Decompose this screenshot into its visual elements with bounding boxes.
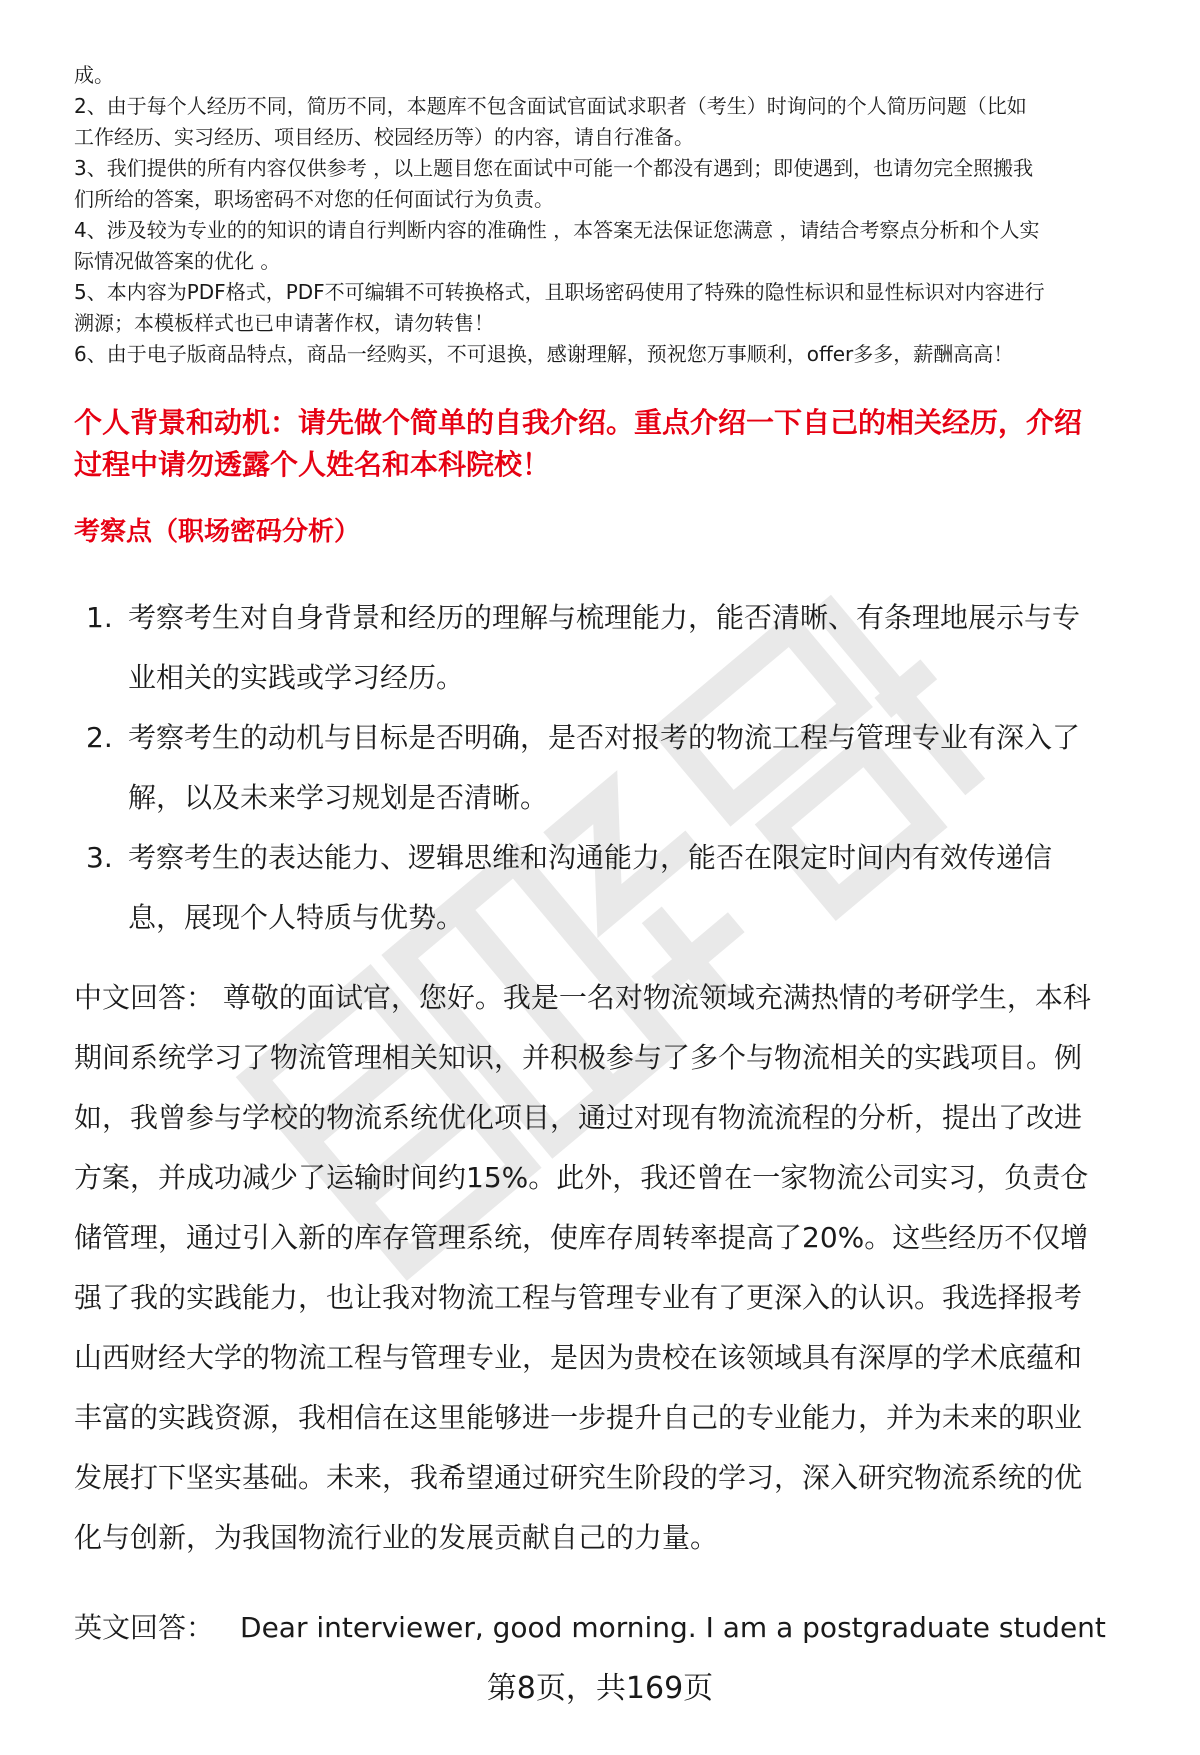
- list-item-line: 息，展现个人特质与优势。: [128, 901, 465, 934]
- english-answer-text: Dear interviewer, good morning. I am a postgraduate student: [240, 1611, 1106, 1644]
- list-item-line: 解，以及未来学习规划是否清晰。: [128, 781, 549, 814]
- page-number: 第8页，共169页: [486, 1671, 714, 1706]
- list-item-number: 1.: [86, 601, 113, 634]
- list-item-line: 考察考生的动机与目标是否明确，是否对报考的物流工程与管理专业有深入了: [128, 721, 1081, 754]
- list-item-line: 考察考生的表达能力、逻辑思维和沟通能力，能否在限定时间内有效传递信: [128, 841, 1053, 874]
- answer-line: 强了我的实践能力，也让我对物流工程与管理专业有了更深入的认识。我选择报考: [74, 1281, 1083, 1314]
- list-item: [74, 588, 1164, 708]
- answer-line: 山西财经大学的物流工程与管理专业，是因为贵校在该领域具有深厚的学术底蕴和: [74, 1341, 1083, 1374]
- list-item: [74, 708, 1164, 828]
- notes-line: 3、我们提供的所有内容仅供参考 ，以上题目您在面试中可能一个都没有遇到；即使遇到，也请勿完全照搬我: [74, 156, 1034, 180]
- english-answer-label: 英文回答：: [74, 1611, 215, 1644]
- notes-block: [74, 60, 1154, 370]
- answer-line: 发展打下坚实基础。未来，我希望通过研究生阶段的学习，深入研究物流系统的优: [74, 1461, 1083, 1494]
- answer-line: 储管理，通过引入新的库存管理系统，使库存周转率提高了20%。这些经历不仅增: [74, 1221, 1089, 1254]
- answer-line: 方案，并成功减少了运输时间约15%。此外，我还曾在一家物流公司实习，负责仓: [74, 1161, 1089, 1194]
- notes-line: 6、由于电子版商品特点，商品一经购买，不可退换，感谢理解，预祝您万事顺利，offer多多，薪酬高高！: [74, 342, 1014, 366]
- answer-line: 中文回答： 尊敬的面试官，您好。我是一名对物流领域充满热情的考研学生，本科: [74, 981, 1091, 1014]
- notes-line: 际情况做答案的优化 。: [74, 249, 281, 273]
- question-heading: [74, 402, 1154, 486]
- english-answer: [74, 1598, 1164, 1658]
- list-item: [74, 828, 1164, 948]
- notes-line: 2、由于每个人经历不同，简历不同，本题库不包含面试官面试求职者（考生）时询问的个人简历问题（比如: [74, 94, 1027, 118]
- section-title: 考察点（职场密码分析）: [74, 517, 361, 547]
- notes-line: 们所给的答案，职场密码不对您的任何面试行为负责。: [74, 187, 554, 211]
- answer-line: 期间系统学习了物流管理相关知识，并积极参与了多个与物流相关的实践项目。例: [74, 1041, 1083, 1074]
- answer-line: 丰富的实践资源，我相信在这里能够进一步提升自己的专业能力，并为未来的职业: [74, 1401, 1083, 1434]
- chinese-answer: [74, 968, 1164, 1568]
- question-line: 个人背景和动机：请先做个简单的自我介绍。重点介绍一下自己的相关经历，介绍: [74, 406, 1083, 439]
- notes-line: 4、涉及较为专业的的知识的请自行判断内容的准确性 ，本答案无法保证您满意 ，请结合考察点分析和个人实: [74, 218, 1040, 242]
- notes-line: 溯源；本模板样式也已申请著作权，请勿转售！: [74, 311, 494, 335]
- notes-line: 工作经历、实习经历、项目经历、校园经历等）的内容，请自行准备。: [74, 125, 694, 149]
- answer-line: 如，我曾参与学校的物流系统优化项目，通过对现有物流流程的分析，提出了改进: [74, 1101, 1083, 1134]
- notes-line: 成。: [74, 63, 114, 87]
- list-item-line: 考察考生对自身背景和经历的理解与梳理能力，能否清晰、有条理地展示与专: [128, 601, 1081, 634]
- answer-line: 化与创新，为我国物流行业的发展贡献自己的力量。: [74, 1521, 719, 1554]
- list-item-number: 3.: [86, 841, 113, 874]
- question-line: 过程中请勿透露个人姓名和本科院校！: [74, 448, 551, 481]
- assessment-points-list: [74, 588, 1164, 948]
- list-item-line: 业相关的实践或学习经历。: [128, 661, 465, 694]
- notes-line: 5、本内容为PDF格式，PDF不可编辑不可转换格式，且职场密码使用了特殊的隐性标识和显性标识对内容进行: [74, 280, 1045, 304]
- list-item-number: 2.: [86, 721, 113, 754]
